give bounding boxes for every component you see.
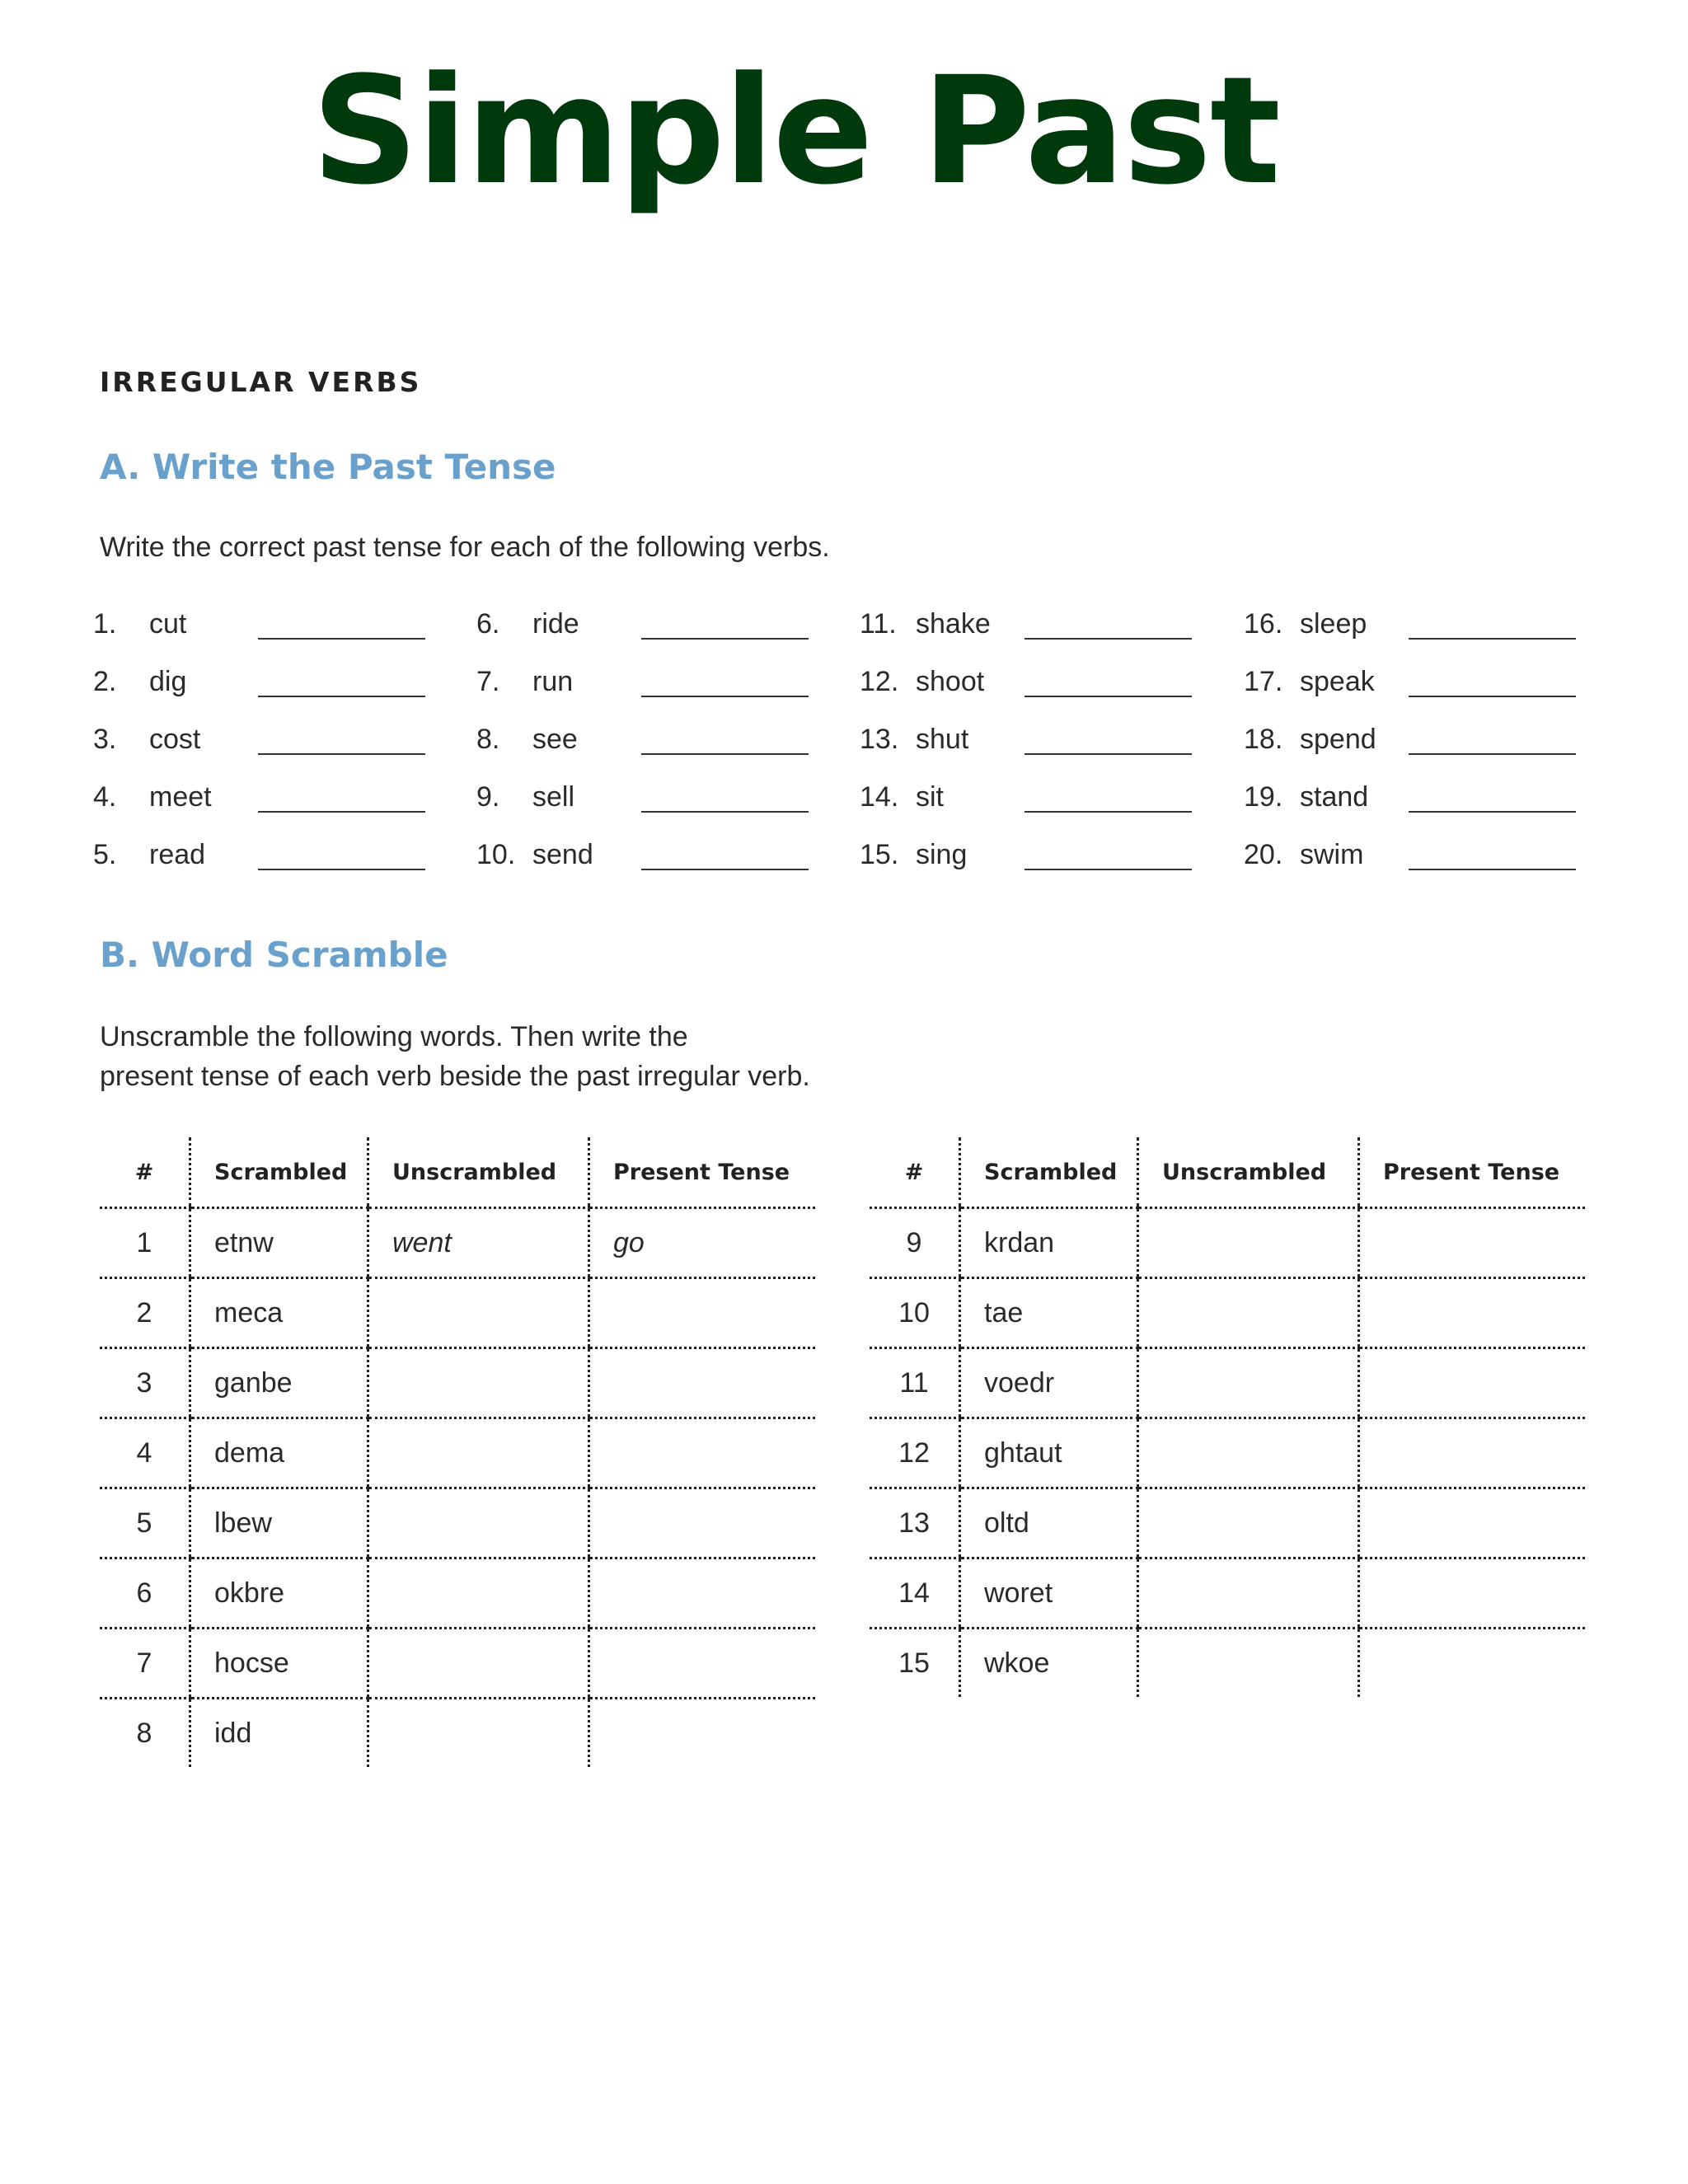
cell-unscrambled[interactable] [368, 1348, 589, 1418]
cell-present-tense[interactable] [1359, 1629, 1586, 1698]
verb-word: send [532, 839, 593, 870]
verb-item [476, 602, 814, 651]
cell-num: 6 [100, 1558, 190, 1629]
verb-item [1244, 832, 1582, 882]
verb-number: 14. [860, 781, 899, 813]
cell-present-tense[interactable] [1359, 1558, 1586, 1629]
cell-unscrambled[interactable] [1138, 1488, 1359, 1558]
cell-unscrambled[interactable] [368, 1699, 589, 1768]
cell-num: 12 [870, 1418, 960, 1488]
header-present-tense: Present Tense [1359, 1137, 1586, 1208]
table-row [870, 1208, 1585, 1278]
cell-unscrambled[interactable]: went [368, 1208, 589, 1278]
cell-unscrambled[interactable] [1138, 1208, 1359, 1278]
verb-word: shut [916, 724, 969, 755]
cell-scrambled: meca [190, 1278, 368, 1348]
answer-blank-line[interactable] [1025, 638, 1192, 640]
cell-scrambled: wkoe [960, 1629, 1138, 1698]
answer-blank-line[interactable] [641, 753, 809, 755]
verb-item [1244, 775, 1582, 824]
cell-present-tense[interactable] [589, 1488, 816, 1558]
verb-item [1244, 659, 1582, 709]
cell-unscrambled[interactable] [1138, 1278, 1359, 1348]
verb-number: 3. [93, 724, 117, 755]
table-row [100, 1418, 815, 1488]
answer-blank-line[interactable] [258, 753, 425, 755]
cell-unscrambled[interactable] [368, 1558, 589, 1629]
verb-word: read [149, 839, 206, 870]
verb-item [93, 775, 431, 824]
cell-present-tense[interactable] [589, 1699, 816, 1768]
cell-num: 11 [870, 1348, 960, 1418]
verb-item [93, 602, 431, 651]
answer-blank-line[interactable] [641, 638, 809, 640]
cell-scrambled: tae [960, 1278, 1138, 1348]
verb-word: cost [149, 724, 201, 755]
verb-number: 6. [476, 608, 500, 640]
scramble-table-left [100, 1137, 815, 1767]
cell-present-tense[interactable] [1359, 1278, 1586, 1348]
table-row [870, 1348, 1585, 1418]
cell-num: 15 [898, 1647, 930, 1679]
scramble-table-right [870, 1137, 1585, 1697]
part-a-heading: A. Write the Past Tense [100, 447, 556, 487]
verb-number: 4. [93, 781, 117, 813]
verb-number: 8. [476, 724, 500, 755]
cell-scrambled: ghtaut [960, 1418, 1138, 1488]
verb-word: run [532, 666, 574, 697]
cell-present-tense[interactable] [589, 1558, 816, 1629]
verb-item [93, 832, 431, 882]
verb-word: stand [1300, 781, 1369, 813]
verb-word: shoot [916, 666, 985, 697]
verb-number: 2. [93, 666, 117, 697]
cell-unscrambled[interactable] [1138, 1348, 1359, 1418]
cell-present-tense[interactable] [589, 1348, 816, 1418]
cell-unscrambled[interactable] [1138, 1418, 1359, 1488]
answer-blank-line[interactable] [1025, 869, 1192, 870]
header-num: # [100, 1137, 190, 1208]
table-row [100, 1629, 815, 1699]
answer-blank-line[interactable] [641, 696, 809, 697]
verb-item [93, 659, 431, 709]
table-row [100, 1348, 815, 1418]
cell-num: 5 [100, 1488, 190, 1558]
table-header-row [100, 1137, 815, 1208]
cell-unscrambled[interactable] [368, 1278, 589, 1348]
part-b-instructions-line-2: present tense of each verb beside the past irregular verb. [100, 1061, 810, 1092]
cell-scrambled: dema [190, 1418, 368, 1488]
verb-word: ride [532, 608, 579, 640]
verb-word: cut [149, 608, 187, 640]
answer-blank-line[interactable] [1409, 811, 1576, 813]
verb-item [860, 775, 1198, 824]
cell-num: 4 [100, 1418, 190, 1488]
header-scrambled: Scrambled [190, 1137, 368, 1208]
cell-num: 8 [136, 1717, 152, 1749]
answer-blank-line[interactable] [1025, 811, 1192, 813]
cell-present-tense[interactable] [589, 1278, 816, 1348]
cell-present-tense[interactable]: go [589, 1208, 816, 1278]
verb-number: 1. [93, 608, 117, 640]
answer-blank-line[interactable] [1025, 753, 1192, 755]
verb-word: swim [1300, 839, 1364, 870]
answer-blank-line[interactable] [641, 811, 809, 813]
verb-number: 10. [476, 839, 516, 870]
header-scrambled: Scrambled [960, 1137, 1138, 1208]
cell-num: 14 [870, 1558, 960, 1629]
table-row [870, 1558, 1585, 1629]
table-header-row [870, 1137, 1585, 1208]
verb-word: sleep [1300, 608, 1367, 640]
verb-word: spend [1300, 724, 1376, 755]
table-row [100, 1278, 815, 1348]
table-row [100, 1699, 815, 1768]
verb-word: see [532, 724, 578, 755]
header-present-tense: Present Tense [589, 1137, 816, 1208]
cell-scrambled: hocse [190, 1629, 368, 1699]
answer-blank-line[interactable] [258, 811, 425, 813]
verb-word: speak [1300, 666, 1375, 697]
verb-number: 19. [1244, 781, 1283, 813]
verb-word: sell [532, 781, 575, 813]
verb-word: meet [149, 781, 212, 813]
cell-num: 7 [100, 1629, 190, 1699]
page-title: Simple Past [312, 45, 1279, 218]
cell-unscrambled[interactable] [368, 1488, 589, 1558]
cell-scrambled: lbew [190, 1488, 368, 1558]
table-row [100, 1558, 815, 1629]
cell-present-tense[interactable] [1359, 1418, 1586, 1488]
cell-unscrambled[interactable] [368, 1418, 589, 1488]
cell-num: 1 [100, 1208, 190, 1278]
verb-number: 18. [1244, 724, 1283, 755]
cell-scrambled: krdan [960, 1208, 1138, 1278]
verb-item [860, 832, 1198, 882]
verb-item [860, 717, 1198, 766]
verb-item [1244, 602, 1582, 651]
verb-number: 5. [93, 839, 117, 870]
verb-number: 20. [1244, 839, 1283, 870]
table-row [870, 1418, 1585, 1488]
cell-present-tense[interactable] [589, 1629, 816, 1699]
cell-unscrambled[interactable] [1138, 1629, 1359, 1698]
verb-item [476, 832, 814, 882]
answer-blank-line[interactable] [258, 638, 425, 640]
cell-scrambled: idd [190, 1699, 368, 1768]
cell-num: 2 [100, 1278, 190, 1348]
verb-item [860, 659, 1198, 709]
header-unscrambled: Unscrambled [368, 1137, 589, 1208]
cell-scrambled: woret [960, 1558, 1138, 1629]
verb-item [476, 775, 814, 824]
cell-scrambled: ganbe [190, 1348, 368, 1418]
verb-number: 9. [476, 781, 500, 813]
verb-word: shake [916, 608, 991, 640]
answer-blank-line[interactable] [258, 696, 425, 697]
answer-blank-line[interactable] [1409, 753, 1576, 755]
answer-blank-line[interactable] [641, 869, 809, 870]
verb-number: 13. [860, 724, 899, 755]
section-label: IRREGULAR VERBS [100, 366, 422, 398]
header-unscrambled: Unscrambled [1138, 1137, 1359, 1208]
cell-num: 10 [870, 1278, 960, 1348]
cell-scrambled: okbre [190, 1558, 368, 1629]
table-row [100, 1488, 815, 1558]
answer-blank-line[interactable] [1409, 696, 1576, 697]
verb-number: 16. [1244, 608, 1283, 640]
cell-scrambled: oltd [960, 1488, 1138, 1558]
verb-number: 12. [860, 666, 899, 697]
cell-unscrambled[interactable] [1138, 1558, 1359, 1629]
part-b-heading: B. Word Scramble [100, 935, 448, 975]
cell-present-tense[interactable] [1359, 1488, 1586, 1558]
verb-item [93, 717, 431, 766]
answer-blank-line[interactable] [1025, 696, 1192, 697]
verb-number: 7. [476, 666, 500, 697]
table-row [870, 1278, 1585, 1348]
cell-unscrambled[interactable] [368, 1629, 589, 1699]
verb-item [476, 659, 814, 709]
verb-number: 17. [1244, 666, 1283, 697]
answer-blank-line[interactable] [1409, 869, 1576, 870]
table-row [870, 1488, 1585, 1558]
table-row [100, 1208, 815, 1278]
header-num: # [870, 1137, 960, 1208]
cell-present-tense[interactable] [589, 1418, 816, 1488]
table-row [870, 1629, 1585, 1698]
answer-blank-line[interactable] [258, 869, 425, 870]
cell-num: 3 [100, 1348, 190, 1418]
part-a-instructions: Write the correct past tense for each of the following verbs. [100, 532, 830, 563]
verb-number: 15. [860, 839, 899, 870]
verb-item [860, 602, 1198, 651]
cell-num: 13 [870, 1488, 960, 1558]
verb-word: sing [916, 839, 968, 870]
cell-present-tense[interactable] [1359, 1208, 1586, 1278]
cell-num: 9 [870, 1208, 960, 1278]
part-b-instructions-line-1: Unscramble the following words. Then write the [100, 1021, 688, 1052]
cell-scrambled: voedr [960, 1348, 1138, 1418]
verb-word: dig [149, 666, 187, 697]
verb-word: sit [916, 781, 944, 813]
verb-number: 11. [860, 608, 897, 640]
answer-blank-line[interactable] [1409, 638, 1576, 640]
verb-item [1244, 717, 1582, 766]
cell-present-tense[interactable] [1359, 1348, 1586, 1418]
cell-scrambled: etnw [190, 1208, 368, 1278]
verb-item [476, 717, 814, 766]
part-b-instructions [100, 1017, 810, 1096]
